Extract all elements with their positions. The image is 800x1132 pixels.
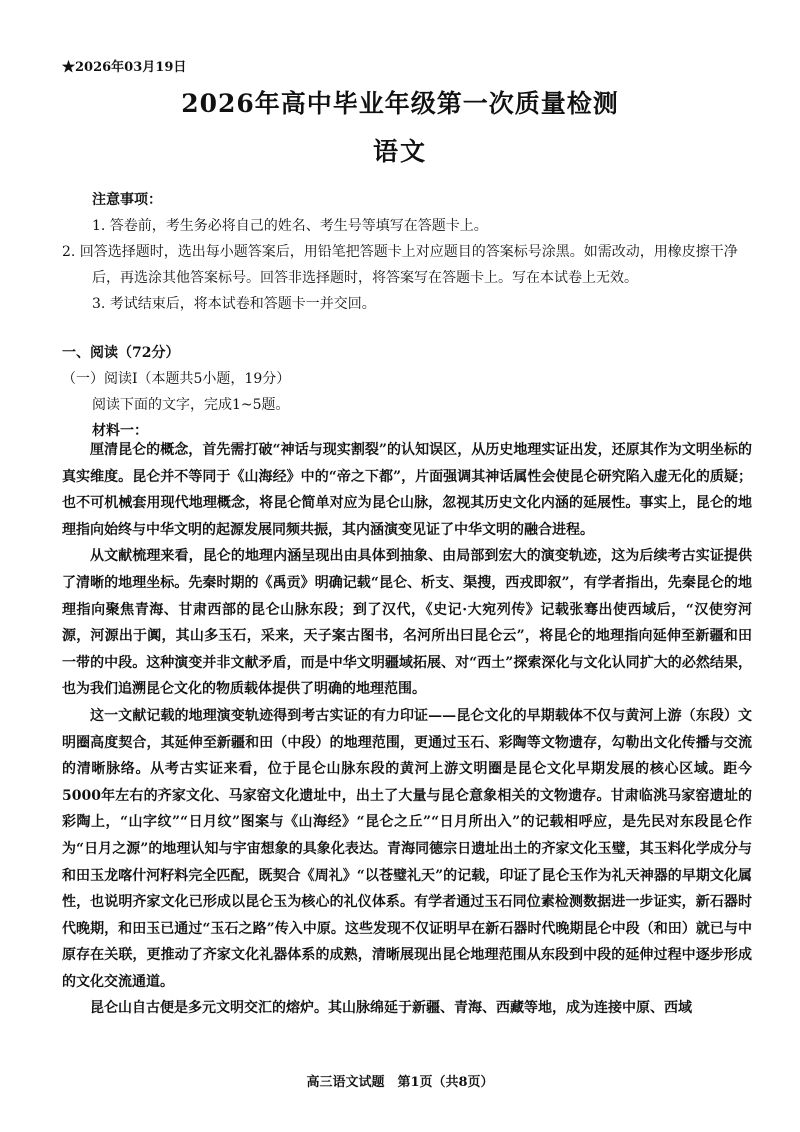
material-label: 材料一：	[92, 423, 148, 439]
notice-item-1: 1. 答卷前，考生务必将自己的姓名、考生号等填写在答题卡上。	[92, 218, 488, 234]
notice-item-3: 3. 考试结束后，将本试卷和答题卡一并交回。	[92, 296, 376, 312]
section-subheading: （一）阅读Ⅰ（本题共5小题，19分）	[62, 371, 291, 387]
notice-block	[62, 187, 752, 317]
passage-paragraph-2: 从文献梳理来看，昆仑的地理内涵呈现出由具体到抽象、由局部到宏大的演变轨迹，这为后续考古实证提供了清晰的地理坐标。先秦时期的《禹贡》明确记载“昆仑、析支、渠搜，西戎即叙”，有学者指出，先秦昆仑的地理指向聚焦青海、甘肃西部的昆仑山脉东段；到了汉代，《史记·大宛列传》记载张骞出使西域后，“汉使穷河源，河源出于阗，其山多玉石，采来，天子案古图书，名河所出曰昆仑云”，将昆仑的地理指向延伸至新疆和田一带的中段。这种演变并非文献矛盾，而是中华文明疆域拓展、对“西土”探索深化与文化认同扩大的必然结果，也为我们追溯昆仑文化的物质载体提供了明确的地理范围。	[62, 548, 752, 698]
page-footer: 高三语文试题 第1页（共8页）	[306, 1075, 494, 1090]
exam-title: 2026年高中毕业年级第一次质量检测	[181, 89, 619, 118]
exam-subject: 语文	[372, 137, 427, 166]
section-heading: 一、阅读（72分）	[62, 345, 180, 361]
passage-paragraph-1: 厘清昆仑的概念，首先需打破“神话与现实割裂”的认知误区，从历史地理实证出发，还原其作为文明坐标的真实维度。昆仑并不等同于《山海经》中的“帝之下都”，片面强调其神话属性会使昆仑研究陷入虚无化的质疑；也不可机械套用现代地理概念，将昆仑简单对应为昆仑山脉，忽视其历史文化内涵的延展性。事实上，昆仑的地理指向始终与中华文明的起源发展同频共振，其内涵演变见证了中华文明的融合进程。	[62, 442, 752, 538]
section-instruction: 阅读下面的文字，完成1~5题。	[92, 397, 290, 413]
exam-date: ★2026年03月19日	[62, 60, 187, 75]
passage-paragraph-3: 这一文献记载的地理演变轨迹得到考古实证的有力印证——昆仑文化的早期载体不仅与黄河上游（东段）文明圈高度契合，其延伸至新疆和田（中段）的地理范围，更通过玉石、彩陶等文物遗存，勾勒出文化传播与交流的清晰脉络。从考古实证来看，位于昆仑山脉东段的黄河上游文明圈是昆仑文化早期发展的核心区域。距今5000年左右的齐家文化、马家窑文化遗址中，出土了大量与昆仑意象相关的文物遗存。甘肃临洮马家窑遗址的彩陶上，“山字纹”“日月纹”图案与《山海经》“昆仑之丘”“日月所出入”的记载相呼应，是先民对东段昆仑作为“日月之源”的地理认知与宇宙想象的具象化表达。青海同德宗日遗址出土的齐家文化玉璧，其玉料化学成分与和田玉龙喀什河籽料完全匹配，既契合《周礼》“以苍璧礼天”的记载，印证了昆仑玉作为礼天神器的早期文化属性，也说明齐家文化已形成以昆仑玉为核心的礼仪体系。有学者通过玉石同位素检测数据进一步证实，新石器时代晚期，和田玉已通过“玉石之路”传入中原。这些发现不仅证明早在新石器时代晚期昆仑中段（和田）就已与中原存在关联，更推动了齐家文化礼器体系的成熟，清晰展现出昆仑地理范围从东段到中段的延伸过程中逐步形成的文化交流通道。	[62, 707, 752, 990]
notice-item-2: 2. 回答选择题时，选出每小题答案后，用铅笔把答题卡上对应题目的答案标号涂黑。如需改动，用橡皮擦干净后，再选涂其他答案标号。回答非选择题时，将答案写在答题卡上。写在本试卷上无效。	[62, 244, 738, 286]
notice-title: 注意事项：	[92, 192, 162, 208]
passage-body	[62, 437, 752, 1022]
reading-section	[62, 340, 752, 444]
passage-paragraph-4: 昆仑山自古便是多元文明交汇的熔炉。其山脉绵延于新疆、青海、西藏等地，成为连接中原、西域	[90, 1000, 692, 1017]
